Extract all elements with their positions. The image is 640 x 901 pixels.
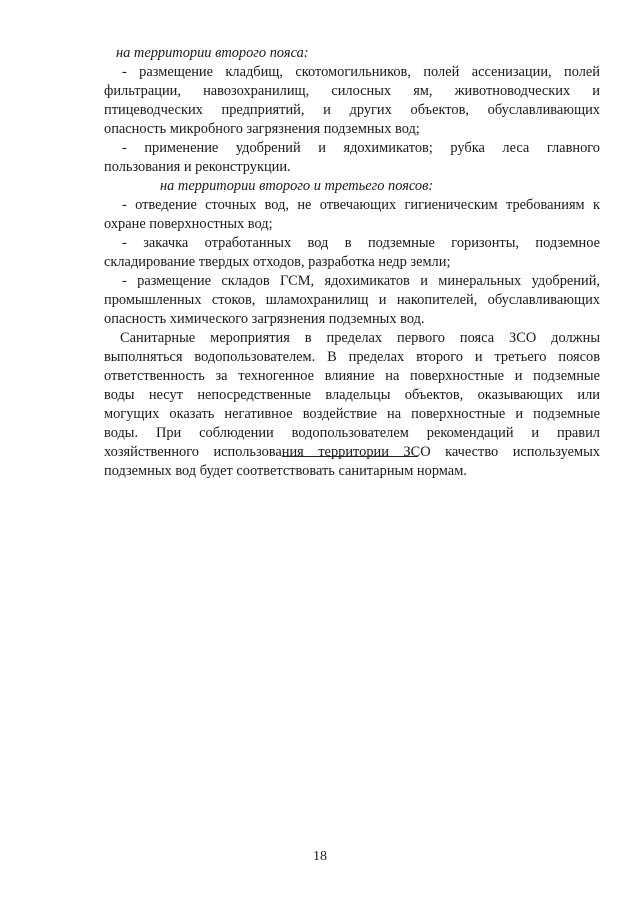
- text-line: воды несут непосредственные владельцы объектов, оказывающих или: [104, 387, 600, 403]
- text-line: - отведение сточных вод, не отвечающих гигиеническим требованиям к: [122, 197, 600, 213]
- text-line: - размещение складов ГСМ, ядохимикатов и минеральных удобрений,: [122, 273, 600, 289]
- section-heading-second-third-zones: на территории второго и третьего поясов:: [160, 178, 434, 194]
- text-line: охране поверхностных вод;: [104, 216, 273, 232]
- text-line: птицеводческих предприятий, и других объектов, обуславливающих: [104, 102, 600, 118]
- text-line: воды. При соблюдении водопользователем рекомендаций и правил: [104, 425, 600, 441]
- text-line: фильтрации, навозохранилищ, силосных ям, животноводческих и: [104, 83, 600, 99]
- section-end-divider: [282, 456, 418, 457]
- text-line: ответственность за техногенное влияние на поверхностные и подземные: [104, 368, 600, 384]
- text-line: Санитарные мероприятия в пределах первого пояса ЗСО должны: [120, 330, 600, 346]
- text-line: пользования и реконструкции.: [104, 159, 291, 175]
- document-body: [104, 44, 600, 481]
- page-number: 18: [313, 849, 327, 864]
- text-line: хозяйственного использования территории ЗСО качество используемых: [104, 444, 600, 460]
- text-line: - применение удобрений и ядохимикатов; рубка леса главного: [122, 140, 600, 156]
- text-line: опасность химического загрязнения подземных вод.: [104, 311, 425, 327]
- text-line: могущих оказать негативное воздействие на поверхностные и подземные: [104, 406, 600, 422]
- text-line: опасность микробного загрязнения подземных вод;: [104, 121, 420, 137]
- text-line: - закачка отработанных вод в подземные горизонты, подземное: [122, 235, 600, 251]
- text-line: складирование твердых отходов, разработка недр земли;: [104, 254, 451, 270]
- text-line: промышленных стоков, шламохранилищ и накопителей, обуславливающих: [104, 292, 600, 308]
- section-heading-second-zone: на территории второго пояса:: [116, 45, 309, 61]
- text-line: выполняться водопользователем. В пределах второго и третьего поясов: [104, 349, 600, 365]
- text-line: - размещение кладбищ, скотомогильников, полей ассенизации, полей: [122, 64, 600, 80]
- text-line: подземных вод будет соответствовать санитарным нормам.: [104, 463, 467, 479]
